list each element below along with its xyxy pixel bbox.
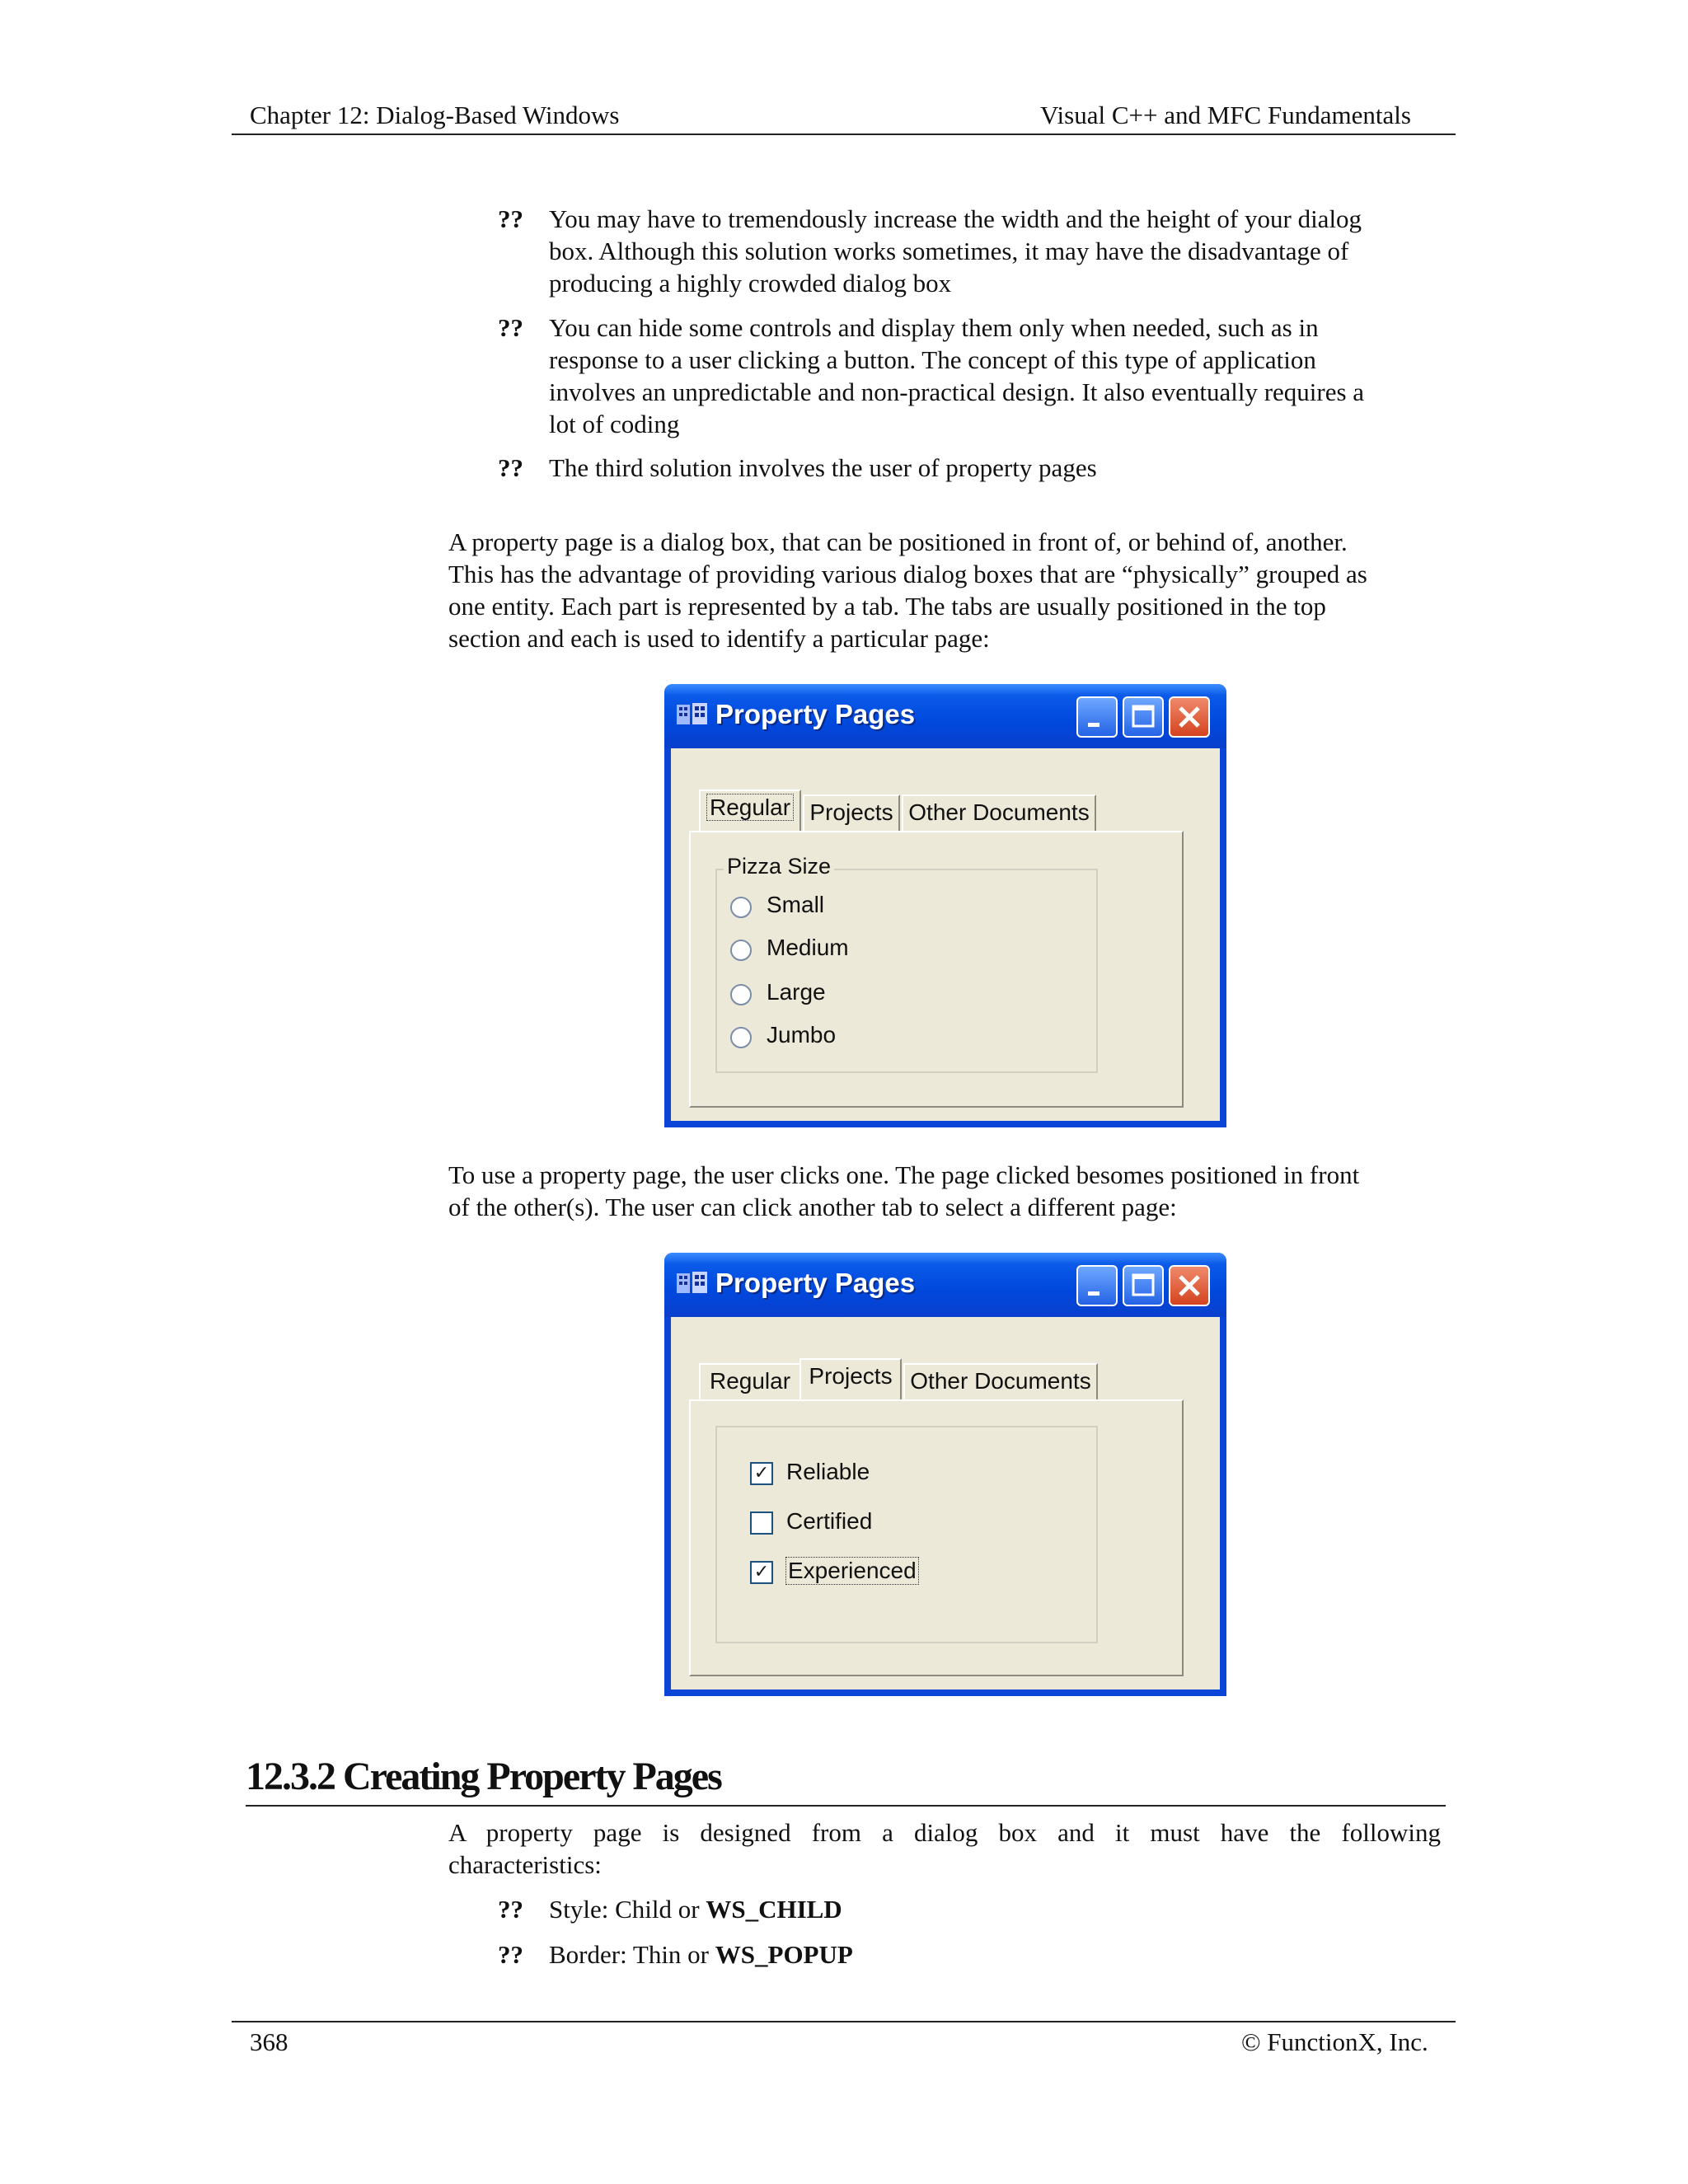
maximize-icon (1124, 698, 1162, 736)
text-line: This has the advantage of providing various dialog boxes that are “physically” grouped as (448, 560, 1367, 588)
tab-panel-regular (689, 831, 1184, 1108)
tab-label: Regular (709, 1368, 791, 1394)
radio-label-small[interactable]: Small (767, 892, 825, 917)
tab-other-documents[interactable] (903, 1363, 1098, 1399)
bullet-marker: ?? (498, 313, 523, 342)
pizza-size-groupbox (715, 854, 1098, 1073)
bullet-code-text: WS_POPUP (715, 1940, 853, 1969)
bullet-marker: ?? (498, 1895, 523, 1924)
text-line: You may have to tremendously increase the width and the height of your dialog (549, 204, 1362, 233)
dialog-client-area (671, 1317, 1220, 1690)
close-button[interactable] (1169, 1265, 1210, 1306)
app-icon (676, 1271, 709, 1296)
text-line: A property page is designed from a dialog box and it must have the following (448, 1818, 1441, 1847)
radio-small[interactable] (730, 897, 752, 918)
paragraph (448, 1816, 1441, 1881)
paragraph (448, 1159, 1441, 1223)
tab-panel-projects (689, 1399, 1184, 1676)
checkbox-label-certified[interactable]: Certified (786, 1508, 873, 1534)
radio-label-large[interactable]: Large (767, 979, 826, 1005)
window-title: Property Pages (715, 1268, 916, 1298)
close-button[interactable] (1169, 696, 1210, 738)
bullet-text (549, 452, 1441, 484)
close-icon (1170, 1267, 1208, 1305)
bullet-plain-text: Style: Child or (549, 1895, 706, 1924)
bullet-plain-text: Border: Thin or (549, 1940, 715, 1969)
text-line: You can hide some controls and display them only when needed, such as in (549, 313, 1319, 342)
heading-rule (246, 1805, 1446, 1807)
title-bar[interactable] (664, 684, 1226, 748)
bullet-text (549, 1938, 1441, 1971)
text-line: characteristics: (448, 1850, 602, 1879)
running-header-book: Visual C++ and MFC Fundamentals (1040, 101, 1411, 129)
page-number: 368 (250, 2027, 288, 2056)
bullet-marker: ?? (498, 1940, 523, 1969)
bullet-text (549, 312, 1441, 440)
bullet-text (549, 203, 1441, 299)
maximize-button[interactable] (1123, 696, 1164, 738)
minimize-button[interactable] (1076, 1265, 1118, 1306)
radio-medium[interactable] (730, 940, 752, 961)
property-pages-dialog (664, 684, 1226, 1127)
tab-regular[interactable] (699, 790, 801, 831)
paragraph (448, 526, 1441, 654)
minimize-button[interactable] (1076, 696, 1118, 738)
dialog-client-area (671, 748, 1220, 1121)
copyright: © FunctionX, Inc. (1241, 2027, 1428, 2056)
text-line: of the other(s). The user can click another tab to select a different page: (448, 1193, 1177, 1221)
radio-label-jumbo[interactable]: Jumbo (767, 1022, 837, 1047)
window-title: Property Pages (715, 699, 916, 729)
radio-large[interactable] (730, 984, 752, 1005)
title-bar[interactable] (664, 1253, 1226, 1317)
minimize-icon (1078, 1267, 1116, 1305)
section-heading: 12.3.2 Creating Property Pages (246, 1755, 721, 1798)
tab-projects[interactable] (803, 794, 900, 831)
text-line: involves an unpredictable and non-practical design. It also eventually requires a (549, 377, 1365, 406)
tab-label: Other Documents (910, 1368, 1091, 1394)
text-line: response to a user clicking a button. The concept of this type of application (549, 345, 1316, 374)
checkbox-experienced[interactable]: ✓ (750, 1561, 773, 1584)
text-line: lot of coding (549, 410, 680, 438)
minimize-icon (1078, 698, 1116, 736)
app-icon (676, 702, 709, 727)
tab-projects[interactable] (799, 1358, 902, 1399)
bullet-marker: ?? (498, 204, 523, 233)
close-icon (1170, 698, 1208, 736)
projects-frame (715, 1426, 1098, 1643)
text-line: A property page is a dialog box, that can be positioned in front of, or behind of, another. (448, 527, 1348, 556)
text-line: box. Although this solution works sometimes, it may have the disadvantage of (549, 237, 1349, 265)
text-line: To use a property page, the user clicks one. The page clicked besomes positioned in front (448, 1160, 1360, 1189)
checkbox-label-experienced[interactable]: Experienced (788, 1558, 917, 1583)
header-rule (232, 134, 1456, 135)
tab-regular[interactable] (699, 1363, 801, 1399)
checkbox-reliable[interactable]: ✓ (750, 1462, 773, 1485)
tab-label: Regular (706, 794, 794, 821)
maximize-button[interactable] (1123, 1265, 1164, 1306)
radio-jumbo[interactable] (730, 1027, 752, 1048)
bullet-marker: ?? (498, 453, 523, 482)
checkbox-label-reliable[interactable]: Reliable (786, 1459, 870, 1484)
property-pages-dialog (664, 1253, 1226, 1696)
tab-other-documents[interactable] (902, 794, 1096, 831)
tab-label: Projects (809, 1363, 893, 1389)
footer-rule (232, 2021, 1456, 2022)
text-line: producing a highly crowded dialog box (549, 269, 952, 298)
tab-label: Projects (809, 799, 893, 825)
bullet-code-text: WS_CHILD (706, 1895, 842, 1924)
maximize-icon (1124, 1267, 1162, 1305)
radio-label-medium[interactable]: Medium (767, 935, 849, 960)
running-header-chapter: Chapter 12: Dialog-Based Windows (250, 101, 620, 129)
text-line: The third solution involves the user of property pages (549, 453, 1097, 482)
checkbox-certified[interactable] (750, 1511, 773, 1535)
bullet-text (549, 1893, 1441, 1925)
text-line: one entity. Each part is represented by a tab. The tabs are usually positioned in the top (448, 592, 1326, 621)
tab-label: Other Documents (908, 799, 1090, 825)
text-line: section and each is used to identify a particular page: (448, 624, 990, 653)
group-label: Pizza Size (724, 854, 834, 879)
